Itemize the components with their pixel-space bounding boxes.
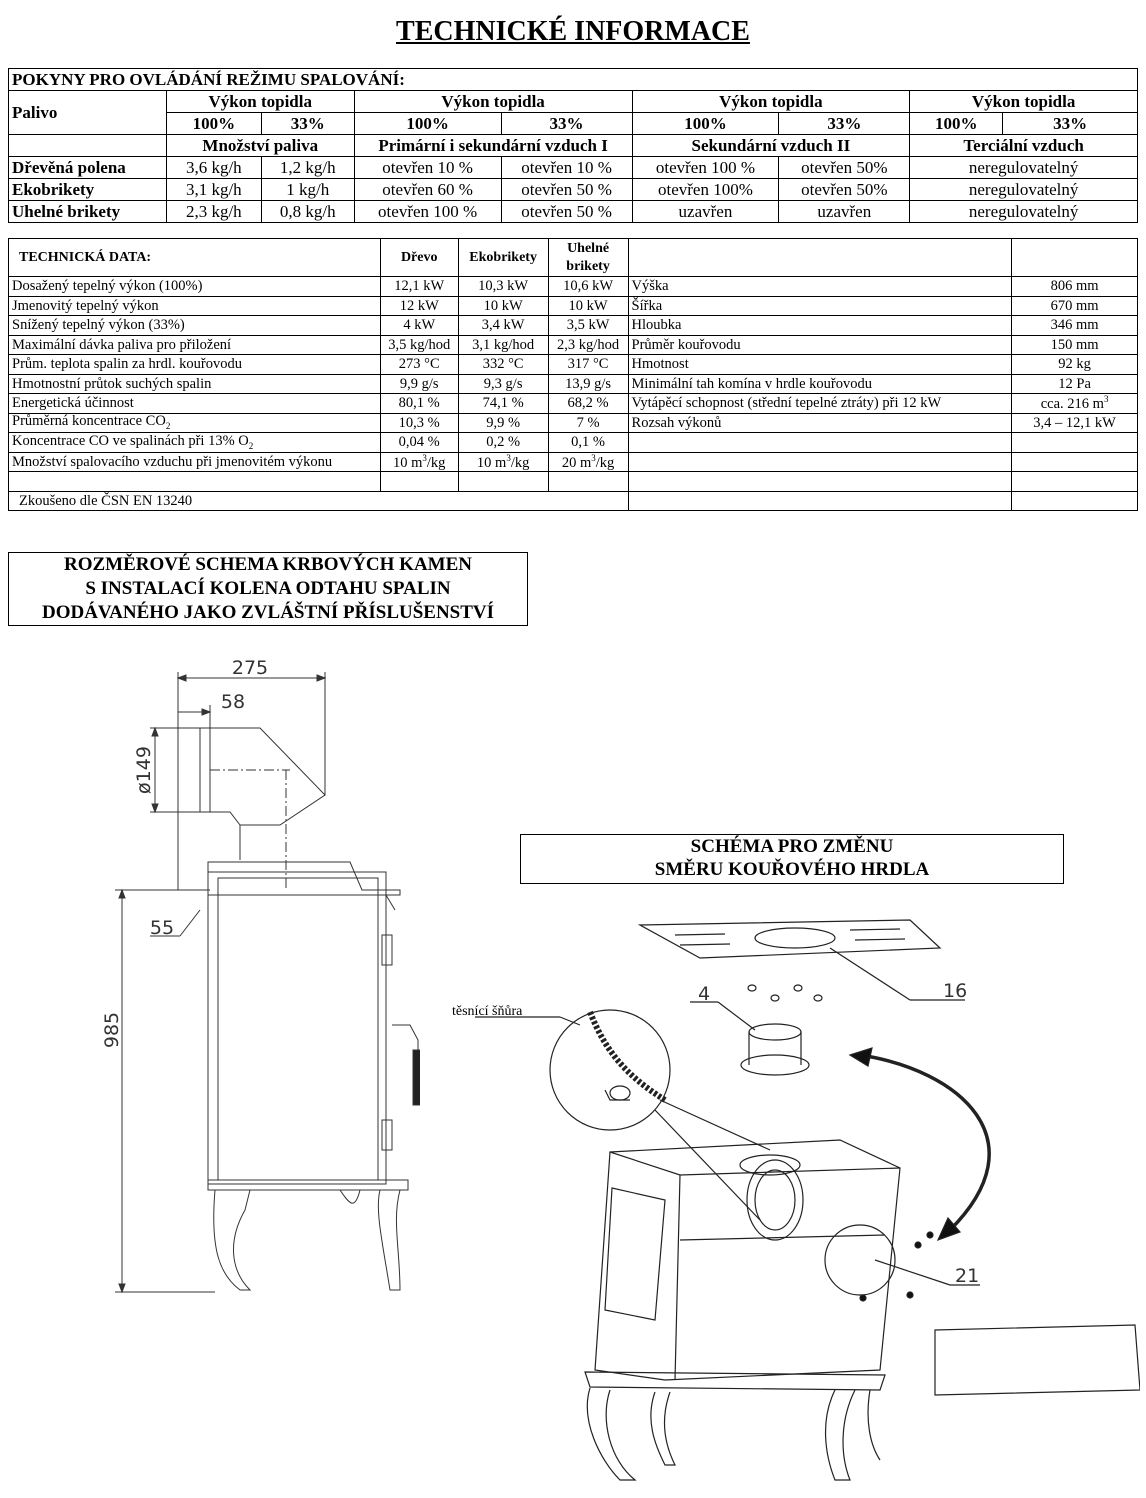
param-value: 670 mm	[1012, 296, 1138, 316]
cell: 3,4 kW	[458, 316, 548, 336]
cell: 13,9 g/s	[548, 374, 628, 394]
flue-change-drawing	[440, 900, 1140, 1490]
cell: 10,6 kW	[548, 277, 628, 297]
table-row	[9, 296, 1138, 316]
cell	[548, 452, 628, 472]
table-row	[9, 433, 1138, 453]
fuel-name: Uhelné brikety	[9, 201, 167, 223]
cell: 3,5 kg/hod	[380, 335, 458, 355]
cell: neregulovatelný	[910, 201, 1138, 223]
row-label: Hmotnostní průtok suchých spalin	[9, 374, 381, 394]
cell: 1,2 kg/h	[261, 157, 354, 179]
param-label: Vytápěcí schopnost (střední tepelné ztráty) při 12 kW	[628, 394, 1012, 414]
param-value: 346 mm	[1012, 316, 1138, 336]
vykon-header: Výkon topidla	[910, 91, 1138, 113]
combustion-table	[8, 68, 1138, 223]
table-row	[9, 394, 1138, 414]
heading-line: ROZMĚROVÉ SCHEMA KRBOVÝCH KAMEN	[64, 554, 472, 575]
table-row	[9, 472, 1138, 492]
empty-cell	[9, 472, 381, 492]
pct-33: 33%	[261, 113, 354, 135]
param-value: 12 Pa	[1012, 374, 1138, 394]
cell: 10,3 kW	[458, 277, 548, 297]
table-row	[9, 179, 1138, 201]
part-21: 21	[955, 1265, 980, 1287]
tech-heading: TECHNICKÁ DATA:	[9, 239, 381, 277]
pct-100: 100%	[166, 113, 261, 135]
param-value	[1012, 452, 1138, 472]
table-row	[9, 277, 1138, 297]
pct-100: 100%	[632, 113, 779, 135]
cell: 4 kW	[380, 316, 458, 336]
fuel-name: Ekobrikety	[9, 179, 167, 201]
cell: otevřen 100 %	[354, 201, 501, 223]
cell: otevřen 50%	[779, 157, 910, 179]
param-value: 150 mm	[1012, 335, 1138, 355]
cell: 2,3 kg/h	[166, 201, 261, 223]
cell: 0,2 %	[458, 433, 548, 453]
superscript: 3	[1103, 394, 1109, 405]
tested-note: Zkoušeno dle ČSN EN 13240	[9, 491, 629, 511]
cell: 332 °C	[458, 355, 548, 375]
pct-33: 33%	[1003, 113, 1138, 135]
cell-value: 10 m	[393, 454, 423, 471]
table-row	[9, 491, 1138, 511]
param-label: Hmotnost	[628, 355, 1012, 375]
cell-value: 20 m	[561, 454, 592, 471]
dim-275: 275	[231, 657, 269, 679]
table-row	[9, 201, 1138, 223]
param-label: Hloubka	[628, 316, 1012, 336]
cell: 3,1 kg/h	[166, 179, 261, 201]
superscript: 3	[591, 452, 596, 463]
stove-dimension-drawing	[100, 650, 420, 1300]
row-label: Dosažený tepelný výkon (100%)	[9, 277, 381, 297]
row-label: Maximální dávka paliva pro přiložení	[9, 335, 381, 355]
cell: otevřen 100%	[632, 179, 779, 201]
label-seal: těsnící šňůra	[452, 1004, 523, 1019]
vykon-header: Výkon topidla	[354, 91, 632, 113]
param-label: Průměr kouřovodu	[628, 335, 1012, 355]
col-uhel-line2: brikety	[566, 258, 610, 274]
heading-line: DODÁVANÉHO JAKO ZVLÁŠTNÍ PŘÍSLUŠENSTVÍ	[41, 602, 495, 623]
empty-cell	[1012, 472, 1138, 492]
cell-value: 10 m	[476, 454, 507, 471]
cell: otevřen 100 %	[632, 157, 779, 179]
palivo-header: Palivo	[9, 91, 167, 135]
unit: /kg	[426, 454, 446, 471]
table-row	[9, 374, 1138, 394]
cell: 3,1 kg/hod	[458, 335, 548, 355]
cell: uzavřen	[779, 201, 910, 223]
part-16: 16	[943, 980, 968, 1002]
pct-33: 33%	[779, 113, 910, 135]
heading-line: SMĚRU KOUŘOVÉHO HRDLA	[654, 859, 930, 880]
param-value	[1012, 394, 1138, 414]
empty-cell	[380, 472, 458, 492]
cell: 317 °C	[548, 355, 628, 375]
sub-tercialni: Terciální vzduch	[910, 135, 1138, 157]
sub-primarni: Primární i sekundární vzduch I	[354, 135, 632, 157]
col-uhel-line1: Uhelné	[567, 240, 610, 256]
cell: 74,1 %	[458, 394, 548, 414]
part-4: 4	[698, 983, 711, 1005]
row-label-text: Koncentrace CO ve spalinách při 13% O	[12, 432, 249, 449]
dimension-schema-heading	[8, 552, 528, 626]
cell: 0,04 %	[380, 433, 458, 453]
cell: 3,6 kg/h	[166, 157, 261, 179]
unit: /kg	[595, 454, 615, 471]
pct-33: 33%	[501, 113, 632, 135]
param-value: 3,4 – 12,1 kW	[1012, 413, 1138, 433]
cell: 10,3 %	[380, 413, 458, 433]
combustion-heading: POKYNY PRO OVLÁDÁNÍ REŽIMU SPALOVÁNÍ:	[9, 69, 1138, 91]
vykon-header: Výkon topidla	[166, 91, 354, 113]
dim-55: 55	[149, 917, 175, 939]
superscript: 3	[506, 452, 511, 463]
param-value: 806 mm	[1012, 277, 1138, 297]
sub-mnozstvi: Množství paliva	[166, 135, 354, 157]
col-eko: Ekobrikety	[458, 239, 548, 277]
table-row	[9, 316, 1138, 336]
row-label: Prům. teplota spalin za hrdl. kouřovodu	[9, 355, 381, 375]
table-row	[9, 157, 1138, 179]
param-label: Výška	[628, 277, 1012, 297]
param-label: Rozsah výkonů	[628, 413, 1012, 433]
empty-cell	[1012, 491, 1138, 511]
empty-cell	[9, 135, 167, 157]
row-label: Jmenovitý tepelný výkon	[9, 296, 381, 316]
heading-line: S INSTALACÍ KOLENA ODTAHU SPALIN	[85, 578, 451, 599]
subscript: 2	[165, 421, 171, 432]
technical-table	[8, 238, 1138, 511]
page-title: TECHNICKÉ INFORMACE	[396, 16, 750, 47]
cell: otevřen 50 %	[501, 201, 632, 223]
change-schema-heading	[520, 834, 1064, 884]
row-label: Snížený tepelný výkon (33%)	[9, 316, 381, 336]
cell: 10 kW	[458, 296, 548, 316]
cell: otevřen 50%	[779, 179, 910, 201]
cell: 2,3 kg/hod	[548, 335, 628, 355]
cell: otevřen 50 %	[501, 179, 632, 201]
cell: 80,1 %	[380, 394, 458, 414]
cell: otevřen 10 %	[501, 157, 632, 179]
param-value: 92 kg	[1012, 355, 1138, 375]
fuel-name: Dřevěná polena	[9, 157, 167, 179]
empty-cell	[458, 472, 548, 492]
cell: neregulovatelný	[910, 179, 1138, 201]
cell: 12 kW	[380, 296, 458, 316]
param-label: Minimální tah komína v hrdle kouřovodu	[628, 374, 1012, 394]
param-label	[628, 452, 1012, 472]
cell: uzavřen	[632, 201, 779, 223]
table-row	[9, 413, 1138, 433]
cell: 9,3 g/s	[458, 374, 548, 394]
cell: 68,2 %	[548, 394, 628, 414]
cell: 9,9 %	[458, 413, 548, 433]
pct-100: 100%	[354, 113, 501, 135]
table-row	[9, 452, 1138, 472]
empty-cell	[628, 491, 1012, 511]
empty-cell	[548, 472, 628, 492]
param-value	[1012, 433, 1138, 453]
row-label-text: Průměrná koncentrace CO	[12, 413, 166, 430]
cell: 0,8 kg/h	[261, 201, 354, 223]
volume-value: cca. 216 m	[1040, 395, 1104, 412]
cell: 273 °C	[380, 355, 458, 375]
table-row	[9, 335, 1138, 355]
pct-100: 100%	[910, 113, 1003, 135]
dim-985: 985	[101, 1011, 123, 1049]
col-drevo: Dřevo	[380, 239, 458, 277]
row-label	[9, 433, 381, 453]
param-label	[628, 433, 1012, 453]
dim-58: 58	[220, 691, 246, 713]
empty-cell	[628, 472, 1012, 492]
empty-cell	[628, 239, 1012, 277]
empty-cell	[1012, 239, 1138, 277]
heading-line: SCHÉMA PRO ZMĚNU	[690, 836, 894, 857]
cell	[380, 452, 458, 472]
cell: 3,5 kW	[548, 316, 628, 336]
vykon-header: Výkon topidla	[632, 91, 910, 113]
param-label: Šířka	[628, 296, 1012, 316]
cell: otevřen 60 %	[354, 179, 501, 201]
sub-sekundarni: Sekundární vzduch II	[632, 135, 910, 157]
cell: 7 %	[548, 413, 628, 433]
subscript: 2	[248, 440, 254, 451]
cell: 9,9 g/s	[380, 374, 458, 394]
cell: 0,1 %	[548, 433, 628, 453]
row-label: Množství spalovacího vzduchu při jmenovitém výkonu	[9, 452, 381, 472]
cell: 1 kg/h	[261, 179, 354, 201]
cell	[458, 452, 548, 472]
row-label: Energetická účinnost	[9, 394, 381, 414]
row-label	[9, 413, 381, 433]
cell: otevřen 10 %	[354, 157, 501, 179]
cell: neregulovatelný	[910, 157, 1138, 179]
col-uhel	[548, 239, 628, 277]
table-row	[9, 355, 1138, 375]
cell: 12,1 kW	[380, 277, 458, 297]
superscript: 3	[422, 452, 427, 463]
dim-149: ø149	[133, 746, 155, 794]
cell: 10 kW	[548, 296, 628, 316]
unit: /kg	[510, 454, 530, 471]
